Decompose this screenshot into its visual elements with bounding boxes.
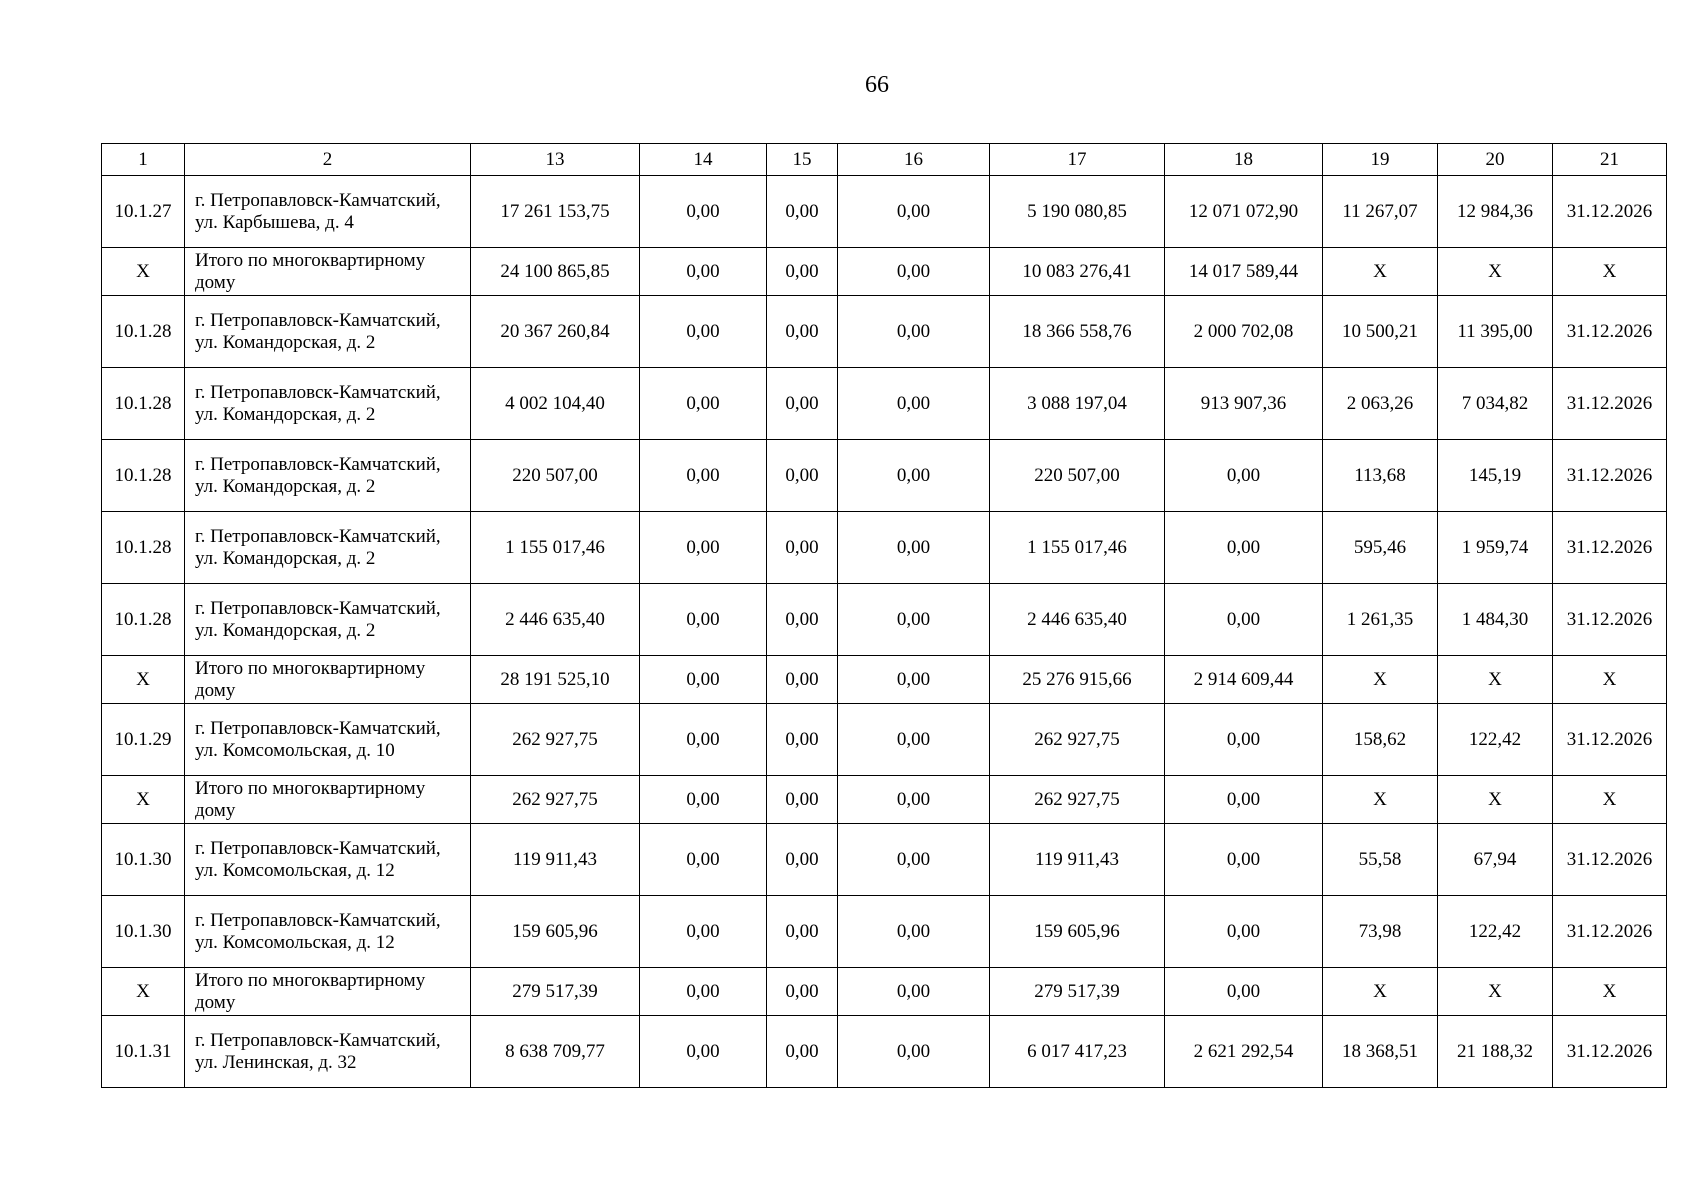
address-cell: г. Петропавловск-Камчатский, ул. Комсомольская, д. 12: [185, 824, 471, 896]
value-cell: 18 366 558,76: [990, 296, 1165, 368]
value-cell: 0,00: [640, 512, 767, 584]
value-cell: 18 368,51: [1323, 1016, 1438, 1088]
address-cell: Итого по многоквартирному дому: [185, 248, 471, 296]
row-number-cell: 10.1.30: [102, 896, 185, 968]
table-total-row: [102, 776, 1667, 824]
value-cell: 0,00: [838, 824, 990, 896]
value-cell: 159 605,96: [471, 896, 640, 968]
value-cell: 0,00: [640, 1016, 767, 1088]
column-header: 1: [102, 144, 185, 176]
value-cell: 7 034,82: [1438, 368, 1553, 440]
value-cell: 10 500,21: [1323, 296, 1438, 368]
value-cell: 0,00: [838, 704, 990, 776]
row-number-cell: 10.1.28: [102, 584, 185, 656]
value-cell: 20 367 260,84: [471, 296, 640, 368]
table-total-row: [102, 656, 1667, 704]
value-cell: 31.12.2026: [1553, 584, 1667, 656]
value-cell: 2 000 702,08: [1165, 296, 1323, 368]
page-number: [0, 72, 1697, 99]
address-cell: г. Петропавловск-Камчатский, ул. Командорская, д. 2: [185, 368, 471, 440]
value-cell: 3 088 197,04: [990, 368, 1165, 440]
value-cell: 0,00: [767, 896, 838, 968]
value-cell: 0,00: [838, 1016, 990, 1088]
value-cell: 2 914 609,44: [1165, 656, 1323, 704]
table-row: [102, 512, 1667, 584]
row-number-cell: X: [102, 776, 185, 824]
value-cell: 0,00: [838, 512, 990, 584]
value-cell: 0,00: [640, 776, 767, 824]
table-body: [102, 144, 1667, 1088]
address-cell: г. Петропавловск-Камчатский, ул. Карбышева, д. 4: [185, 176, 471, 248]
table-total-row: [102, 968, 1667, 1016]
value-cell: 0,00: [838, 248, 990, 296]
table-row: [102, 296, 1667, 368]
value-cell: 0,00: [1165, 776, 1323, 824]
value-cell: 31.12.2026: [1553, 824, 1667, 896]
value-cell: X: [1553, 656, 1667, 704]
column-header: 20: [1438, 144, 1553, 176]
value-cell: 2 446 635,40: [471, 584, 640, 656]
value-cell: 24 100 865,85: [471, 248, 640, 296]
value-cell: 119 911,43: [471, 824, 640, 896]
value-cell: 55,58: [1323, 824, 1438, 896]
value-cell: 4 002 104,40: [471, 368, 640, 440]
row-number-cell: 10.1.28: [102, 296, 185, 368]
value-cell: 0,00: [640, 896, 767, 968]
address-cell: Итого по многоквартирному дому: [185, 656, 471, 704]
value-cell: 159 605,96: [990, 896, 1165, 968]
value-cell: 0,00: [640, 440, 767, 512]
value-cell: 31.12.2026: [1553, 1016, 1667, 1088]
value-cell: 0,00: [838, 776, 990, 824]
table-row: [102, 368, 1667, 440]
value-cell: 0,00: [767, 824, 838, 896]
value-cell: 0,00: [767, 656, 838, 704]
value-cell: 279 517,39: [990, 968, 1165, 1016]
value-cell: X: [1323, 968, 1438, 1016]
address-cell: г. Петропавловск-Камчатский, ул. Командорская, д. 2: [185, 584, 471, 656]
value-cell: X: [1553, 776, 1667, 824]
address-cell: г. Петропавловск-Камчатский, ул. Ленинская, д. 32: [185, 1016, 471, 1088]
table-total-row: [102, 248, 1667, 296]
value-cell: 262 927,75: [471, 776, 640, 824]
value-cell: 2 446 635,40: [990, 584, 1165, 656]
value-cell: 31.12.2026: [1553, 176, 1667, 248]
value-cell: 0,00: [640, 704, 767, 776]
value-cell: 122,42: [1438, 704, 1553, 776]
value-cell: 12 071 072,90: [1165, 176, 1323, 248]
value-cell: 0,00: [640, 968, 767, 1016]
value-cell: X: [1438, 656, 1553, 704]
value-cell: 0,00: [767, 512, 838, 584]
value-cell: 0,00: [767, 440, 838, 512]
address-cell: г. Петропавловск-Камчатский, ул. Комсомольская, д. 10: [185, 704, 471, 776]
address-cell: г. Петропавловск-Камчатский, ул. Командорская, д. 2: [185, 512, 471, 584]
value-cell: 0,00: [767, 248, 838, 296]
row-number-cell: X: [102, 248, 185, 296]
value-cell: 12 984,36: [1438, 176, 1553, 248]
table-row: [102, 176, 1667, 248]
value-cell: 145,19: [1438, 440, 1553, 512]
value-cell: 28 191 525,10: [471, 656, 640, 704]
value-cell: X: [1323, 656, 1438, 704]
table-row: [102, 896, 1667, 968]
value-cell: 0,00: [640, 584, 767, 656]
value-cell: 0,00: [1165, 704, 1323, 776]
value-cell: X: [1438, 968, 1553, 1016]
value-cell: 220 507,00: [471, 440, 640, 512]
value-cell: 31.12.2026: [1553, 296, 1667, 368]
table-row: [102, 1016, 1667, 1088]
value-cell: 122,42: [1438, 896, 1553, 968]
value-cell: 8 638 709,77: [471, 1016, 640, 1088]
value-cell: 31.12.2026: [1553, 512, 1667, 584]
value-cell: X: [1553, 968, 1667, 1016]
row-number-cell: 10.1.30: [102, 824, 185, 896]
value-cell: 262 927,75: [990, 704, 1165, 776]
value-cell: X: [1553, 248, 1667, 296]
value-cell: 0,00: [838, 296, 990, 368]
value-cell: 5 190 080,85: [990, 176, 1165, 248]
row-number-cell: X: [102, 968, 185, 1016]
value-cell: 913 907,36: [1165, 368, 1323, 440]
table-header-row: [102, 144, 1667, 176]
value-cell: X: [1323, 776, 1438, 824]
column-header: 2: [185, 144, 471, 176]
address-cell: г. Петропавловск-Камчатский, ул. Командорская, д. 2: [185, 440, 471, 512]
value-cell: 1 155 017,46: [990, 512, 1165, 584]
value-cell: 0,00: [838, 656, 990, 704]
value-cell: 0,00: [1165, 896, 1323, 968]
value-cell: 0,00: [838, 584, 990, 656]
value-cell: 31.12.2026: [1553, 704, 1667, 776]
value-cell: 0,00: [767, 368, 838, 440]
value-cell: 17 261 153,75: [471, 176, 640, 248]
column-header: 14: [640, 144, 767, 176]
column-header: 16: [838, 144, 990, 176]
value-cell: 595,46: [1323, 512, 1438, 584]
value-cell: 0,00: [838, 368, 990, 440]
value-cell: 73,98: [1323, 896, 1438, 968]
value-cell: 0,00: [1165, 440, 1323, 512]
value-cell: 10 083 276,41: [990, 248, 1165, 296]
row-number-cell: 10.1.29: [102, 704, 185, 776]
column-header: 18: [1165, 144, 1323, 176]
address-cell: Итого по многоквартирному дому: [185, 968, 471, 1016]
value-cell: 31.12.2026: [1553, 896, 1667, 968]
value-cell: 262 927,75: [471, 704, 640, 776]
value-cell: 0,00: [640, 296, 767, 368]
row-number-cell: 10.1.31: [102, 1016, 185, 1088]
value-cell: 31.12.2026: [1553, 368, 1667, 440]
value-cell: 220 507,00: [990, 440, 1165, 512]
value-cell: X: [1323, 248, 1438, 296]
value-cell: X: [1438, 248, 1553, 296]
value-cell: 0,00: [1165, 968, 1323, 1016]
value-cell: 0,00: [767, 1016, 838, 1088]
table-row: [102, 704, 1667, 776]
table-row: [102, 584, 1667, 656]
page-number-text: 66: [865, 72, 889, 98]
column-header: 19: [1323, 144, 1438, 176]
row-number-cell: X: [102, 656, 185, 704]
value-cell: 262 927,75: [990, 776, 1165, 824]
value-cell: 2 621 292,54: [1165, 1016, 1323, 1088]
value-cell: 0,00: [640, 368, 767, 440]
value-cell: 1 959,74: [1438, 512, 1553, 584]
value-cell: 0,00: [767, 968, 838, 1016]
value-cell: 0,00: [640, 248, 767, 296]
value-cell: 0,00: [767, 176, 838, 248]
value-cell: 31.12.2026: [1553, 440, 1667, 512]
value-cell: 0,00: [838, 896, 990, 968]
value-cell: 67,94: [1438, 824, 1553, 896]
value-cell: 6 017 417,23: [990, 1016, 1165, 1088]
data-table: [101, 143, 1667, 1088]
value-cell: 158,62: [1323, 704, 1438, 776]
address-cell: Итого по многоквартирному дому: [185, 776, 471, 824]
value-cell: 1 484,30: [1438, 584, 1553, 656]
row-number-cell: 10.1.28: [102, 440, 185, 512]
address-cell: г. Петропавловск-Камчатский, ул. Командорская, д. 2: [185, 296, 471, 368]
value-cell: 0,00: [640, 656, 767, 704]
value-cell: 1 261,35: [1323, 584, 1438, 656]
value-cell: 2 063,26: [1323, 368, 1438, 440]
value-cell: 279 517,39: [471, 968, 640, 1016]
value-cell: 119 911,43: [990, 824, 1165, 896]
row-number-cell: 10.1.27: [102, 176, 185, 248]
value-cell: 0,00: [767, 704, 838, 776]
value-cell: 11 395,00: [1438, 296, 1553, 368]
value-cell: 0,00: [1165, 824, 1323, 896]
value-cell: 0,00: [838, 176, 990, 248]
column-header: 21: [1553, 144, 1667, 176]
value-cell: 0,00: [1165, 584, 1323, 656]
value-cell: 0,00: [640, 176, 767, 248]
row-number-cell: 10.1.28: [102, 368, 185, 440]
value-cell: 1 155 017,46: [471, 512, 640, 584]
table-row: [102, 824, 1667, 896]
value-cell: 21 188,32: [1438, 1016, 1553, 1088]
value-cell: 0,00: [838, 440, 990, 512]
value-cell: 0,00: [838, 968, 990, 1016]
value-cell: 11 267,07: [1323, 176, 1438, 248]
value-cell: 0,00: [640, 824, 767, 896]
value-cell: 25 276 915,66: [990, 656, 1165, 704]
value-cell: 0,00: [767, 776, 838, 824]
value-cell: X: [1438, 776, 1553, 824]
value-cell: 113,68: [1323, 440, 1438, 512]
value-cell: 0,00: [767, 296, 838, 368]
value-cell: 14 017 589,44: [1165, 248, 1323, 296]
column-header: 15: [767, 144, 838, 176]
value-cell: 0,00: [767, 584, 838, 656]
value-cell: 0,00: [1165, 512, 1323, 584]
column-header: 17: [990, 144, 1165, 176]
column-header: 13: [471, 144, 640, 176]
address-cell: г. Петропавловск-Камчатский, ул. Комсомольская, д. 12: [185, 896, 471, 968]
row-number-cell: 10.1.28: [102, 512, 185, 584]
table-row: [102, 440, 1667, 512]
